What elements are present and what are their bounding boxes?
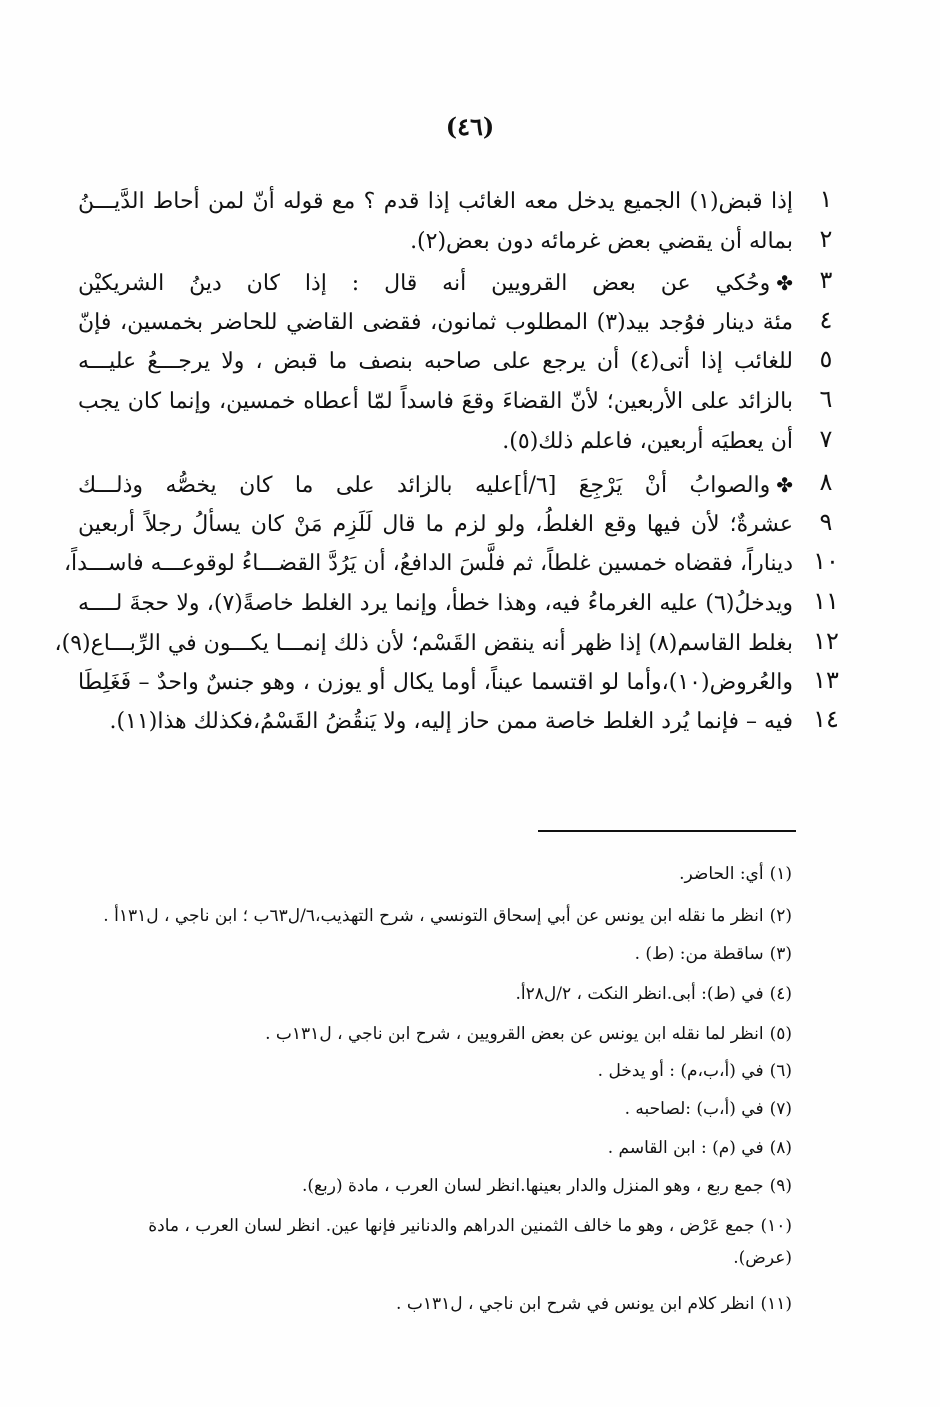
body-line [78,508,938,548]
footnote-number: (٩) [769,1176,792,1196]
line-number: ١٣ [813,666,839,694]
footnote-text: ساقطة من: (ط) . [634,944,764,964]
line-text [78,225,793,259]
footnote-text: في (أ،ب) :لصاحبه . [624,1099,764,1119]
body-line [78,225,938,265]
line-text [78,266,793,301]
line-number: ٧ [819,425,833,453]
line-content: بالزائد على الأربعين؛ لأنّ القضاءَ وقعَ فاسداً لمّا أعطاه خمسين، وإنما كان يجب [78,389,793,414]
line-text [63,547,793,581]
footnote-number: (٣) [769,944,792,964]
footnote-item [90,1288,792,1320]
footnote-item [90,858,792,890]
footnote-item [90,1055,792,1087]
footnote-text: جمع عَرْض ، وهو ما خالف الثمنين الدراهم والدنانير فإنها عين. انظر لسان العرب ، مادة (عرض). [148,1216,792,1268]
footnote-text: انظر كلام ابن يونس في شرح ابن ناجي ، ل١٣١ب . [396,1294,755,1314]
footnote-text: في (م) : ابن القاسم . [607,1138,764,1158]
body-line [78,425,938,465]
line-text [54,627,793,661]
line-text [78,508,793,542]
body-line [63,547,938,587]
footnote-separator [538,830,796,832]
line-number: ١٠ [813,547,839,575]
line-content: وحُكي عن بعض القرويين أنه قال : إذا كان دينُ الشريكيْن [78,271,771,296]
line-number: ٥ [819,345,833,373]
body-line [78,185,938,225]
footnote-item [90,1170,792,1202]
line-text [78,385,793,419]
line-text [78,666,793,700]
line-text [78,345,793,379]
line-text [78,306,793,340]
line-content: إذا قبض(١) الجميع يدخل معه الغائب إذا قدم ؟ مع قوله أنّ لمن أحاط الدَّيـــنُ [78,189,793,214]
footnote-number: (٤) [769,984,792,1004]
footnote-text: في (ط): أبى.انظر النكت ، ٢/ل٢٨أ. [515,984,764,1004]
line-content: للغائب إذا أتى(٤) أن يرجع على صاحبه بنصف ما قبض ، ولا يرجـــعُ عليـــه [78,349,794,374]
line-number: ٤ [819,306,833,334]
line-number: ٩ [819,508,833,536]
line-content: أن يعطيَه أربعين، فاعلم ذلك(٥). [502,429,793,454]
footnote-item [90,1093,792,1125]
line-content: ديناراً، فقضاه خمسين غلطاً، ثم فلَّسَ الدافعُ، أن يَرُدَّ القضـــاءُ لوقوعـــه فاســـداً، [63,551,793,576]
line-number: ٦ [819,385,833,413]
body-line [78,468,938,508]
line-number: ٢ [819,225,833,253]
line-number: ٣ [819,266,833,294]
footnote-number: (١) [769,864,792,884]
page-number: (٤٦) [445,112,495,141]
footnote-text: انظر ما نقله ابن يونس عن أبي إسحاق التونسي ، شرح التهذيب،٦/ل٦٣ب ؛ ابن ناجي ، ل١٣١أ . [103,906,764,926]
footnote-number: (٢) [769,906,792,926]
body-line [78,266,938,306]
line-text [78,468,793,503]
body-line [54,627,938,667]
line-text [78,425,793,459]
footnote-item [90,978,792,1010]
line-content: عشرةٌ؛ لأن فيها وقع الغلطُ، ولو لزم ما قال لَلَزِم مَنْ كان يسألُ رجلاً أربعين [78,512,793,537]
section-marker-icon: ✤ [776,473,793,497]
line-number: ١٤ [813,705,839,733]
body-line [78,385,938,425]
line-content: ويدخلُ(٦) عليه الغرماءُ فيه، وهذا خطأ، وإنما يرد الغلط خاصةً(٧)، ولا حجةَ لــــه [78,591,793,616]
footnote-number: (٧) [769,1099,792,1119]
line-number: ١٢ [813,627,839,655]
body-line [78,705,938,745]
body-line [78,306,938,346]
footnote-text: انظر لما نقله ابن يونس عن بعض القرويين ، شرح ابن ناجي ، ل١٣١ب . [265,1024,764,1044]
footnote-number: (٥) [769,1024,792,1044]
footnote-number: (٦) [769,1061,792,1081]
line-number: ١ [819,185,833,213]
line-number: ١١ [813,587,839,615]
footnote-item [90,1132,792,1164]
body-line [78,345,938,385]
line-content: والصوابُ أنْ يَرْجِعَ [٦/أ]عليه بالزائد على ما كان يخصُّه وذلـــك [78,473,771,498]
footnote-number: (٨) [769,1138,792,1158]
footnote-item [90,1018,792,1050]
line-content: مئة دينار فوُجد بيد(٣) المطلوب ثمانون، فقضى القاضي للحاضر بخمسين، فإنّ [78,310,793,335]
line-content: بماله أن يقضي بعض غرمائه دون بعض(٢). [410,229,793,254]
footnote-text: أي: الحاضر. [679,864,764,884]
footnote-item [90,900,792,932]
footnote-number: (١٠) [760,1216,792,1236]
line-text [78,705,793,739]
line-content: فيه – فإنما يُرد الغلط خاصة ممن حاز إليه، ولا يَنقُضُ القَسْمُ،فكذلك هذا(١١). [109,709,793,734]
footnote-number: (١١) [760,1294,792,1314]
line-text [78,185,793,219]
body-line [78,666,938,706]
footnote-item [90,1210,792,1274]
line-content: بغلط القاسم(٨) إذا ظهر أنه ينقض القَسْم؛ لأن ذلك إنمـــا يكـــون في الرِّبـــاع(٩)، [54,631,793,656]
footnote-text: جمع ربع ، وهو المنزل والدار بعينها.انظر لسان العرب ، مادة (ربع). [301,1176,764,1196]
footnote-item [90,938,792,970]
line-content: والعُروض(١٠)،وأما لو اقتسما عيناً، أوما يكال أو يوزن ، وهو جنسٌ واحدٌ – فَغَلِطَا [78,670,793,695]
section-marker-icon: ✤ [776,271,793,295]
footnote-text: في (أ،ب،م) : أو يدخل . [597,1061,764,1081]
line-number: ٨ [819,468,833,496]
body-line [78,587,938,627]
line-text [78,587,793,621]
